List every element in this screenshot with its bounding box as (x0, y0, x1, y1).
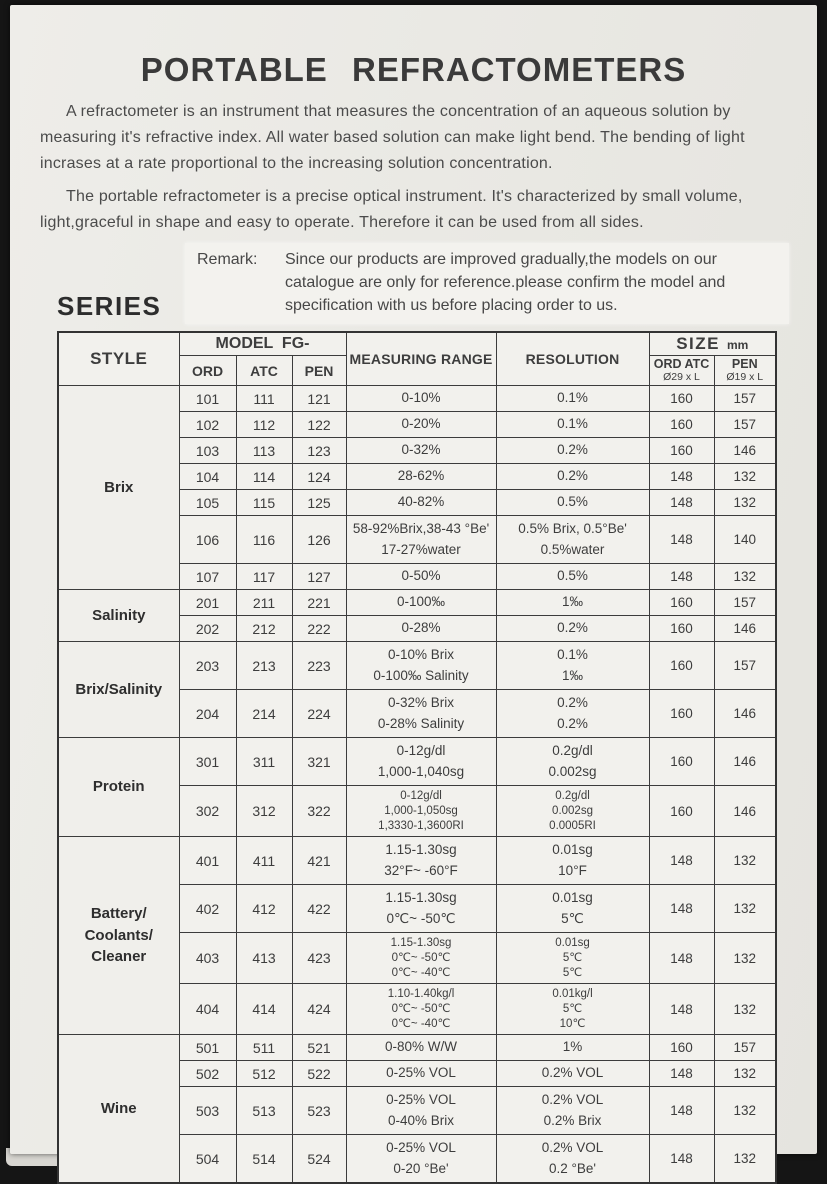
range-line: 0-10% (401, 390, 441, 406)
range-line: 0-100‰ (397, 594, 446, 610)
cell-size-pen: 132 (714, 933, 776, 984)
cell-measuring-range (346, 984, 496, 1035)
style-cell (58, 837, 179, 1035)
table-row (58, 590, 776, 616)
cell-model-pen: 522 (292, 1061, 346, 1087)
cell-model-ord: 203 (179, 642, 236, 690)
header-row-1 (58, 332, 776, 356)
range-line: 0-28% (401, 620, 441, 636)
size-col-label: PEN (731, 357, 758, 372)
cell-resolution (496, 885, 649, 933)
cell-measuring-range (346, 642, 496, 690)
resolution-line: 0.5% (557, 568, 588, 584)
cell-model-atc: 513 (236, 1087, 292, 1135)
cell-measuring-range (346, 690, 496, 738)
cell-model-atc: 111 (236, 386, 292, 412)
size-word: SIZE (676, 334, 720, 354)
style-cell (58, 642, 179, 738)
cell-size-ord-atc: 148 (649, 490, 714, 516)
resolution-line: 0.5% Brix, 0.5°Be' (518, 521, 627, 537)
column-header-model-atc: ATC (236, 356, 292, 386)
cell-model-pen: 123 (292, 438, 346, 464)
range-line: 0-25% VOL (386, 1065, 456, 1081)
cell-model-pen: 321 (292, 738, 346, 786)
cell-measuring-range (346, 1061, 496, 1087)
cell-size-pen: 146 (714, 438, 776, 464)
style-label-line: Brix/Salinity (75, 680, 163, 698)
cell-size-ord-atc: 160 (649, 642, 714, 690)
series-heading: SERIES (57, 291, 162, 322)
cell-measuring-range (346, 590, 496, 616)
cell-model-pen: 322 (292, 786, 346, 837)
range-line: 32°F~ -60°F (384, 862, 458, 878)
page-title: PORTABLE REFRACTOMETERS (140, 51, 687, 88)
cell-resolution (496, 616, 649, 642)
resolution-line: 0.5% (557, 494, 588, 510)
cell-model-pen: 222 (292, 616, 346, 642)
cell-resolution (496, 590, 649, 616)
cell-size-pen: 146 (714, 786, 776, 837)
cell-size-ord-atc: 160 (649, 690, 714, 738)
cell-model-ord: 504 (179, 1135, 236, 1184)
resolution-line: 0.2 °Be' (549, 1160, 597, 1176)
resolution-line: 10℃ (559, 1017, 586, 1030)
cell-model-ord: 403 (179, 933, 236, 984)
cell-model-ord: 503 (179, 1087, 236, 1135)
resolution-line: 0.5%water (540, 541, 605, 557)
intro-section (40, 99, 789, 236)
resolution-line: 0.01kg/l (552, 987, 593, 1000)
cell-model-pen: 121 (292, 386, 346, 412)
cell-size-ord-atc: 148 (649, 933, 714, 984)
range-line: 0℃~ -50℃ (391, 951, 451, 964)
cell-resolution (496, 738, 649, 786)
resolution-line: 0.2% VOL (541, 1140, 604, 1156)
style-cell (58, 1035, 179, 1184)
cell-model-pen: 521 (292, 1035, 346, 1061)
cell-measuring-range (346, 1035, 496, 1061)
cell-size-pen: 132 (714, 1135, 776, 1184)
resolution-line: 1‰ (562, 594, 584, 610)
cell-model-pen: 224 (292, 690, 346, 738)
resolution-line: 0.2% VOL (541, 1065, 604, 1081)
style-label-line: Cleaner (91, 948, 147, 966)
resolution-line: 0.2g/dl (555, 789, 590, 802)
range-line: 0-32% (401, 442, 441, 458)
cell-resolution (496, 386, 649, 412)
cell-size-ord-atc: 160 (649, 438, 714, 464)
column-header-measuring-range: MEASURING RANGE (346, 332, 496, 386)
cell-size-pen: 140 (714, 516, 776, 564)
cell-model-atc: 115 (236, 490, 292, 516)
cell-model-ord: 106 (179, 516, 236, 564)
cell-model-ord: 103 (179, 438, 236, 464)
resolution-line: 0.002sg (548, 763, 597, 779)
cell-size-ord-atc: 160 (649, 786, 714, 837)
range-line: 0-50% (401, 568, 441, 584)
remark-box (185, 243, 789, 325)
range-line: 1,3330-1,3600RI (378, 819, 464, 832)
resolution-line: 10°F (558, 862, 587, 878)
cell-model-ord: 204 (179, 690, 236, 738)
cell-model-ord: 401 (179, 837, 236, 885)
cell-model-atc: 512 (236, 1061, 292, 1087)
range-line: 0-10% Brix (388, 647, 455, 663)
resolution-line: 5℃ (562, 951, 583, 964)
cell-size-ord-atc: 148 (649, 516, 714, 564)
cell-model-ord: 404 (179, 984, 236, 1035)
resolution-line: 0.2% Brix (543, 1112, 602, 1128)
column-header-size-ord-atc (649, 356, 714, 386)
cell-resolution (496, 564, 649, 590)
cell-size-ord-atc: 148 (649, 564, 714, 590)
cell-model-atc: 116 (236, 516, 292, 564)
table-row (58, 1035, 776, 1061)
cell-size-pen: 132 (714, 564, 776, 590)
cell-model-ord: 104 (179, 464, 236, 490)
cell-model-ord: 502 (179, 1061, 236, 1087)
cell-resolution (496, 837, 649, 885)
cell-size-pen: 157 (714, 1035, 776, 1061)
cell-measuring-range (346, 564, 496, 590)
cell-size-pen: 157 (714, 386, 776, 412)
table-row (58, 837, 776, 885)
resolution-line: 0.2% VOL (541, 1092, 604, 1108)
cell-measuring-range (346, 464, 496, 490)
cell-model-pen: 523 (292, 1087, 346, 1135)
cell-model-atc: 511 (236, 1035, 292, 1061)
cell-model-pen: 223 (292, 642, 346, 690)
cell-size-ord-atc: 160 (649, 590, 714, 616)
resolution-line: 0.2% (557, 715, 588, 731)
cell-size-pen: 146 (714, 738, 776, 786)
cell-measuring-range (346, 1087, 496, 1135)
cell-model-ord: 402 (179, 885, 236, 933)
intro-paragraph-2: The portable refractometer is a precise optical instrument. It's characterized by small volume, light,graceful in shape and easy to operate. Therefore it can be used from all sides. (40, 187, 743, 231)
column-header-size-pen (714, 356, 776, 386)
size-col-dimension: Ø29 x L (663, 371, 700, 384)
cell-size-pen: 157 (714, 412, 776, 438)
range-line: 0-80% W/W (385, 1039, 458, 1055)
cell-resolution (496, 933, 649, 984)
style-label-line: Coolants/ (84, 926, 153, 944)
cell-model-atc: 514 (236, 1135, 292, 1184)
cell-resolution (496, 1087, 649, 1135)
cell-size-pen: 132 (714, 984, 776, 1035)
range-line: 0-12g/dl (400, 789, 442, 802)
table-row (58, 386, 776, 412)
range-line: 0-40% Brix (388, 1112, 455, 1128)
cell-size-ord-atc: 148 (649, 464, 714, 490)
cell-measuring-range (346, 837, 496, 885)
resolution-line: 5℃ (562, 1002, 583, 1015)
table-row (58, 738, 776, 786)
cell-resolution (496, 516, 649, 564)
cell-model-ord: 301 (179, 738, 236, 786)
cell-measuring-range (346, 438, 496, 464)
cell-model-atc: 212 (236, 616, 292, 642)
cell-size-ord-atc: 160 (649, 616, 714, 642)
range-line: 0℃~ -50℃ (391, 1002, 451, 1015)
cell-model-ord: 202 (179, 616, 236, 642)
intro-paragraph-1: A refractometer is an instrument that measures the concentration of an aqueous solution by measuring it's refractive index. All water based solution can make light bend. The bending of light incrases at a rate proportional to the increasing solution concentration. (40, 103, 745, 172)
cell-measuring-range (346, 386, 496, 412)
resolution-line: 0.002sg (552, 804, 593, 817)
cell-size-ord-atc: 148 (649, 1087, 714, 1135)
column-header-model: MODEL FG- (179, 332, 346, 356)
cell-model-pen: 423 (292, 933, 346, 984)
resolution-line: 1‰ (562, 667, 584, 683)
cell-model-pen: 524 (292, 1135, 346, 1184)
cell-resolution (496, 984, 649, 1035)
style-label-line: Brix (104, 478, 134, 496)
cell-resolution (496, 1135, 649, 1184)
range-line: 1.15-1.30sg (385, 890, 457, 906)
cell-resolution (496, 464, 649, 490)
resolution-line: 0.01sg (552, 890, 593, 906)
cell-size-pen: 157 (714, 642, 776, 690)
cell-size-pen: 157 (714, 590, 776, 616)
resolution-line: 0.2% (557, 442, 588, 458)
range-line: 40-82% (397, 494, 445, 510)
resolution-line: 0.01sg (552, 842, 593, 858)
style-label-line: Salinity (92, 606, 146, 624)
cell-size-ord-atc: 160 (649, 412, 714, 438)
cell-model-atc: 211 (236, 590, 292, 616)
remark-label: Remark: (197, 250, 258, 268)
resolution-line: 0.2% (557, 468, 588, 484)
range-line: 17-27%water (381, 541, 461, 557)
cell-size-pen: 146 (714, 616, 776, 642)
style-cell (58, 738, 179, 837)
cell-measuring-range (346, 616, 496, 642)
range-line: 0-25% VOL (386, 1140, 456, 1156)
cell-model-pen: 125 (292, 490, 346, 516)
cell-measuring-range (346, 412, 496, 438)
resolution-line: 0.2g/dl (552, 743, 593, 759)
cell-size-pen: 132 (714, 490, 776, 516)
range-line: 1.15-1.30sg (385, 842, 457, 858)
cell-model-pen: 122 (292, 412, 346, 438)
cell-model-atc: 413 (236, 933, 292, 984)
size-col-label: ORD ATC (653, 357, 710, 372)
series-table (57, 331, 777, 1184)
cell-model-atc: 113 (236, 438, 292, 464)
style-label-line: Battery/ (90, 904, 147, 922)
resolution-line: 0.1% (557, 647, 588, 663)
column-header-style: STYLE (58, 332, 179, 386)
range-line: 0-32% Brix (388, 695, 455, 711)
column-header-model-ord: ORD (179, 356, 236, 386)
cell-resolution (496, 1061, 649, 1087)
cell-model-pen: 126 (292, 516, 346, 564)
range-line: 0-100‰ Salinity (373, 667, 469, 683)
cell-size-ord-atc: 160 (649, 386, 714, 412)
cell-resolution (496, 690, 649, 738)
range-line: 0-28% Salinity (377, 715, 465, 731)
table-row (58, 642, 776, 690)
range-line: 28-62% (397, 468, 445, 484)
column-header-size (649, 332, 776, 356)
range-line: 0-12g/dl (396, 743, 446, 759)
cell-resolution (496, 786, 649, 837)
range-line: 0℃~ -40℃ (391, 1017, 451, 1030)
resolution-line: 0.1% (557, 390, 588, 406)
cell-model-ord: 201 (179, 590, 236, 616)
cell-resolution (496, 1035, 649, 1061)
size-unit: mm (727, 338, 749, 353)
range-line: 0-20% (401, 416, 441, 432)
cell-size-pen: 132 (714, 1061, 776, 1087)
resolution-line: 5℃ (562, 966, 583, 979)
cell-size-ord-atc: 148 (649, 984, 714, 1035)
cell-model-pen: 127 (292, 564, 346, 590)
cell-measuring-range (346, 490, 496, 516)
resolution-line: 5℃ (561, 910, 584, 926)
cell-model-pen: 221 (292, 590, 346, 616)
cell-model-atc: 117 (236, 564, 292, 590)
cell-size-ord-atc: 148 (649, 1061, 714, 1087)
cell-measuring-range (346, 885, 496, 933)
range-line: 1,000-1,040sg (377, 763, 465, 779)
cell-measuring-range (346, 933, 496, 984)
resolution-line: 0.2% (557, 695, 588, 711)
cell-model-atc: 311 (236, 738, 292, 786)
resolution-line: 0.1% (557, 416, 588, 432)
resolution-line: 1% (562, 1039, 583, 1055)
resolution-line: 0.01sg (555, 936, 590, 949)
cell-model-pen: 124 (292, 464, 346, 490)
cell-model-ord: 102 (179, 412, 236, 438)
cell-size-pen: 132 (714, 837, 776, 885)
range-line: 0℃~ -40℃ (391, 966, 451, 979)
column-header-model-pen: PEN (292, 356, 346, 386)
table-body (58, 386, 776, 1184)
cell-size-ord-atc: 160 (649, 1035, 714, 1061)
cell-size-ord-atc: 148 (649, 885, 714, 933)
resolution-line: 0.2% (557, 620, 588, 636)
cell-resolution (496, 490, 649, 516)
cell-model-atc: 411 (236, 837, 292, 885)
cell-model-atc: 214 (236, 690, 292, 738)
style-label-line: Wine (100, 1099, 137, 1117)
cell-model-ord: 101 (179, 386, 236, 412)
cell-resolution (496, 438, 649, 464)
cell-model-ord: 105 (179, 490, 236, 516)
cell-size-pen: 132 (714, 464, 776, 490)
cell-size-pen: 132 (714, 885, 776, 933)
remark-row (57, 243, 789, 325)
resolution-line: 0.0005RI (549, 819, 596, 832)
cell-resolution (496, 412, 649, 438)
range-line: 1.15-1.30sg (390, 936, 452, 949)
table-header (58, 332, 776, 386)
cell-model-atc: 112 (236, 412, 292, 438)
cell-measuring-range (346, 786, 496, 837)
style-label-line: Protein (92, 778, 145, 796)
cell-model-pen: 422 (292, 885, 346, 933)
cell-measuring-range (346, 738, 496, 786)
cell-model-atc: 114 (236, 464, 292, 490)
column-header-resolution: RESOLUTION (496, 332, 649, 386)
cell-size-pen: 146 (714, 690, 776, 738)
cell-model-atc: 412 (236, 885, 292, 933)
cell-model-ord: 501 (179, 1035, 236, 1061)
size-col-dimension: Ø19 x L (726, 371, 764, 384)
range-line: 0-25% VOL (386, 1092, 456, 1108)
remark-text: Since our products are improved gradually,the models on our catalogue are only for reference.please confirm the model and specification with us before placing order to us. (285, 250, 726, 314)
range-line: 58-92%Brix,38-43 °Be' (352, 521, 490, 537)
cell-resolution (496, 642, 649, 690)
cell-model-atc: 213 (236, 642, 292, 690)
document-page (10, 5, 817, 1176)
cell-model-pen: 424 (292, 984, 346, 1035)
cell-measuring-range (346, 516, 496, 564)
cell-model-pen: 421 (292, 837, 346, 885)
cell-size-ord-atc: 148 (649, 1135, 714, 1184)
cell-model-ord: 107 (179, 564, 236, 590)
cell-model-ord: 302 (179, 786, 236, 837)
cell-size-ord-atc: 148 (649, 837, 714, 885)
style-cell (58, 590, 179, 642)
range-line: 1,000-1,050sg (384, 804, 458, 817)
cell-size-ord-atc: 160 (649, 738, 714, 786)
style-cell (58, 386, 179, 590)
cell-size-pen: 132 (714, 1087, 776, 1135)
range-line: 0℃~ -50℃ (386, 910, 456, 926)
cell-model-atc: 414 (236, 984, 292, 1035)
cell-model-atc: 312 (236, 786, 292, 837)
range-line: 1.10-1.40kg/l (387, 987, 455, 1000)
range-line: 0-20 °Be' (393, 1160, 449, 1176)
cell-measuring-range (346, 1135, 496, 1184)
